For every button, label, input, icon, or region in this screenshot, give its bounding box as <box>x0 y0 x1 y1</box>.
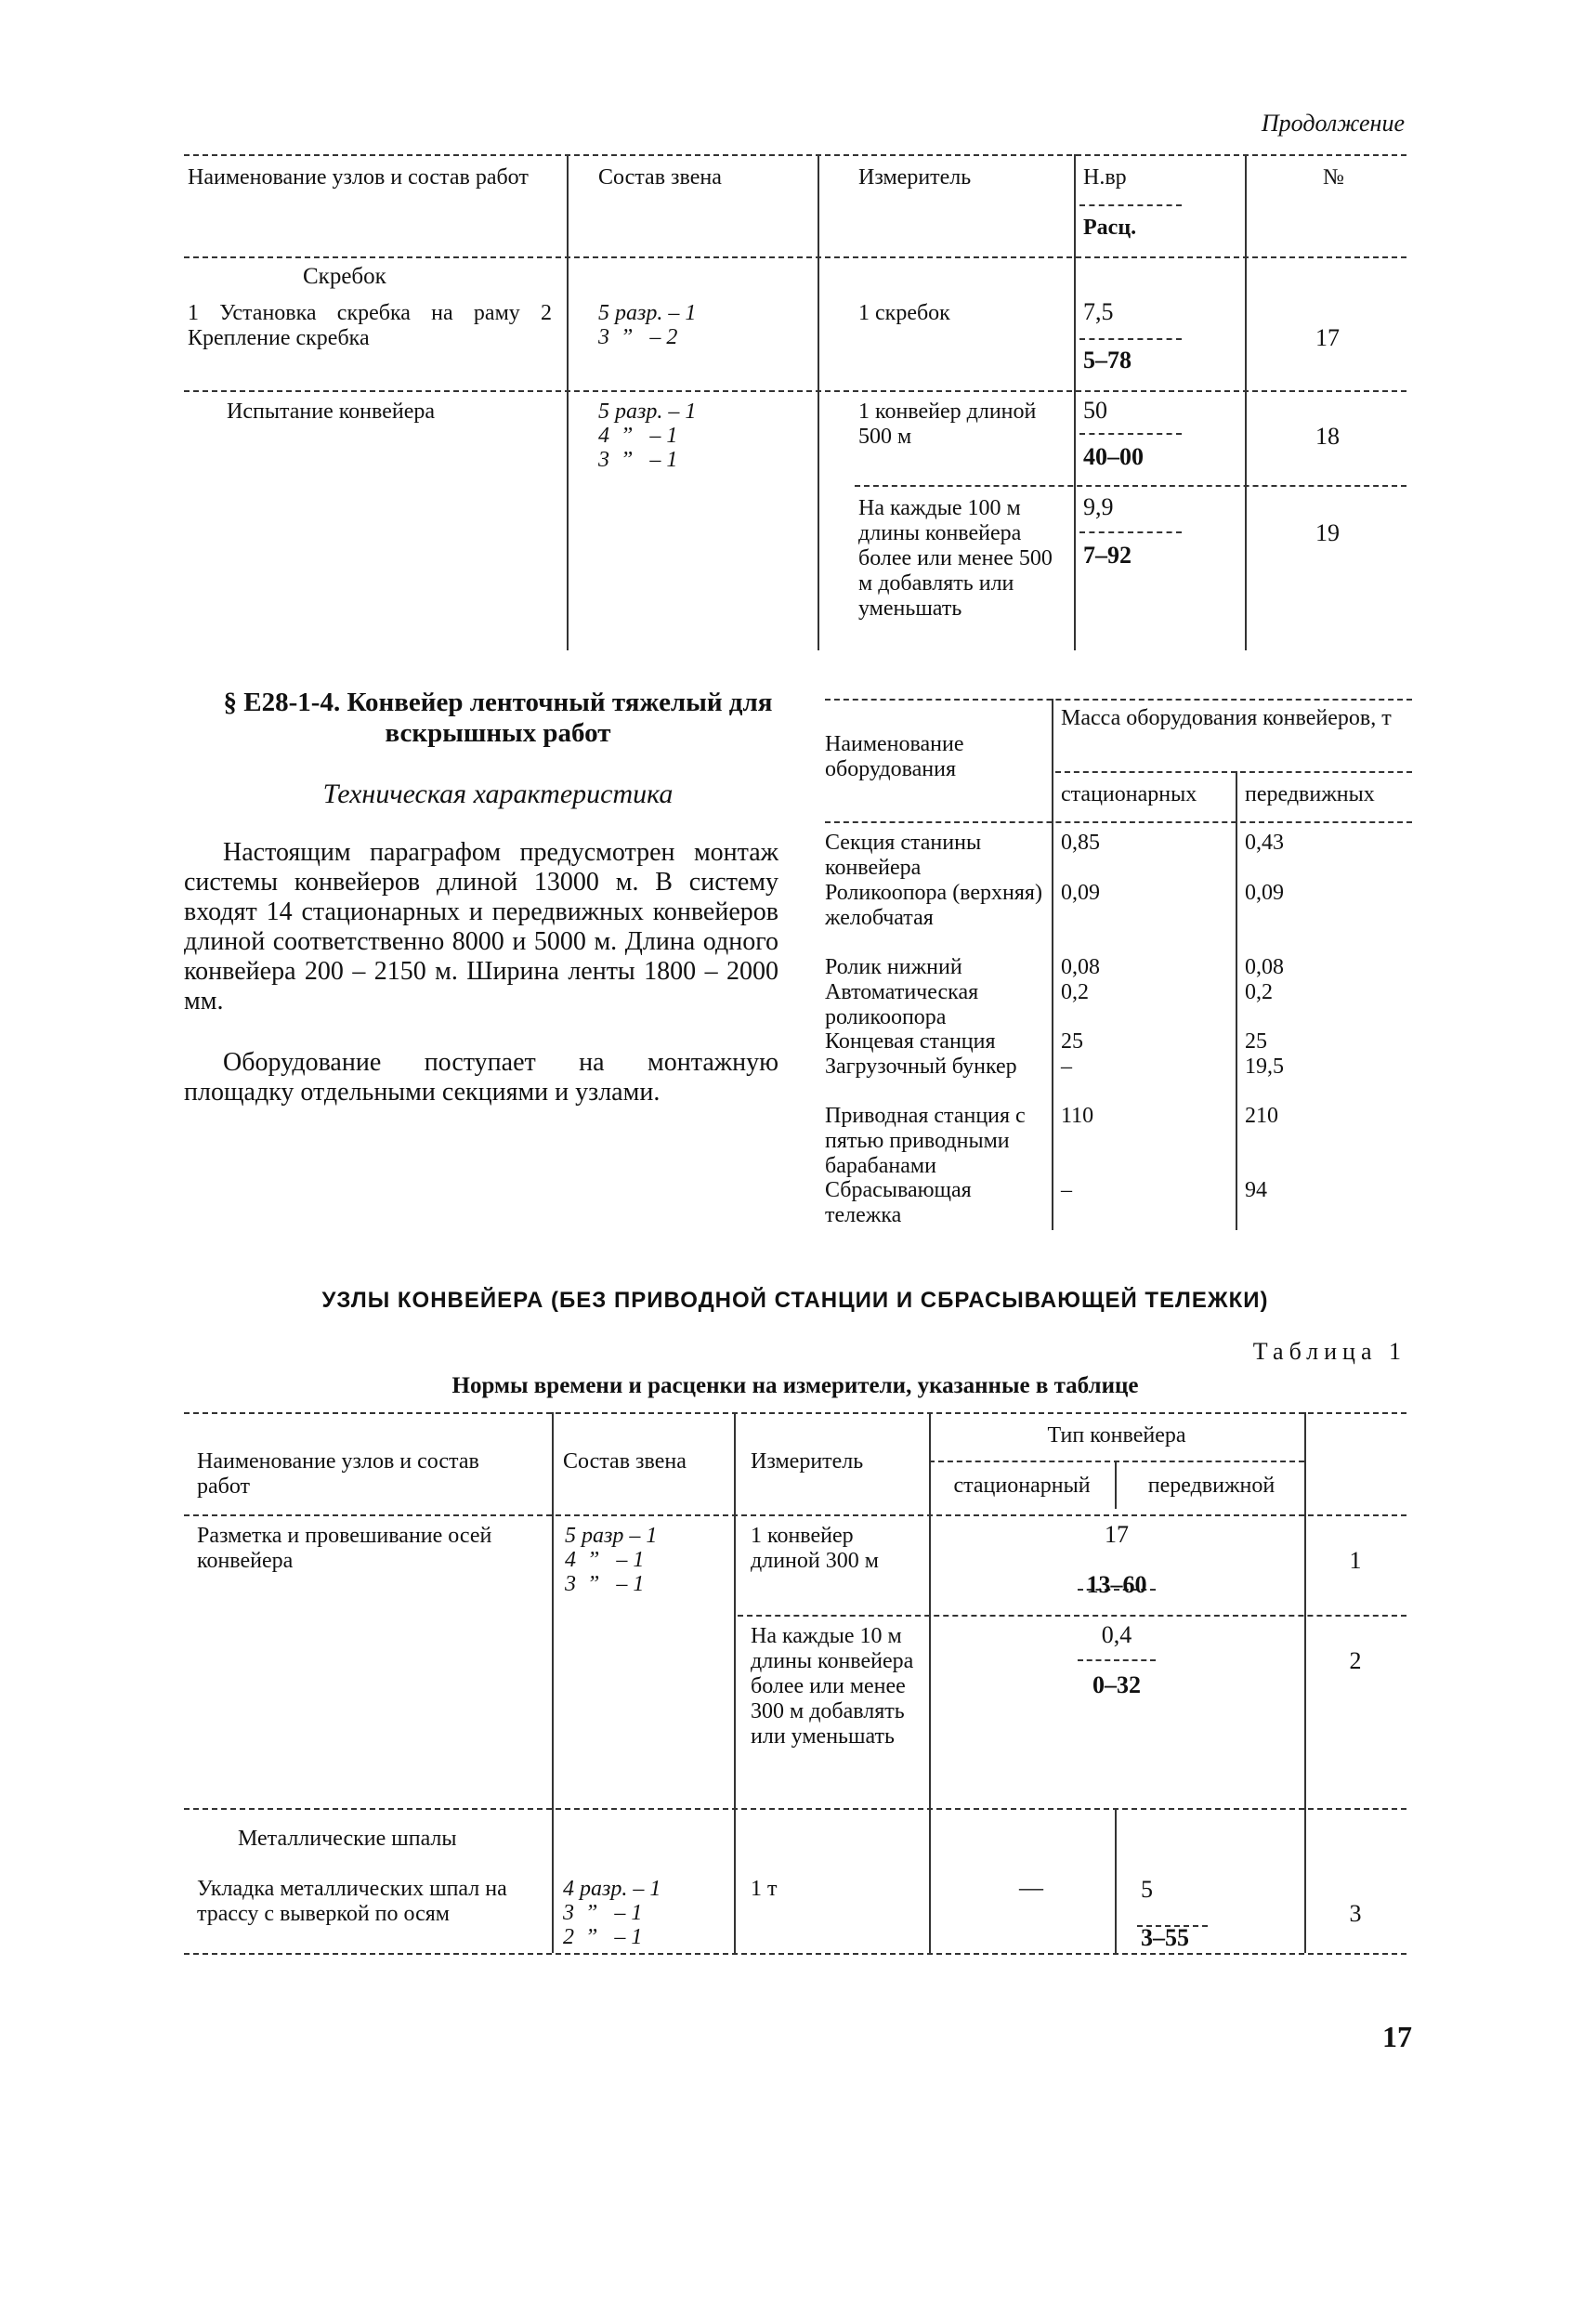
mass-row-stat: 0,08 <box>1061 955 1100 979</box>
mass-row-name: Автоматическая роликоопора <box>825 980 979 1029</box>
section-para2: Оборудование поступает на монтажную площадку отдельными секциями и узлами. <box>184 1048 778 1107</box>
row17-num: 17 <box>1315 324 1340 351</box>
t1-header-unit: Измеритель <box>751 1449 864 1474</box>
t1-header-type: Тип конвейера <box>1047 1423 1186 1448</box>
mass-row-name: Загрузочный бункер <box>825 1055 1017 1079</box>
mass-row-mob: 94 <box>1245 1178 1267 1202</box>
page-number: 17 <box>1382 2020 1412 2053</box>
t1-row1-nvr: 17 <box>1105 1521 1129 1548</box>
t1-row3-rasc: 3–55 <box>1141 1924 1189 1951</box>
mass-row-mob: 25 <box>1245 1029 1267 1054</box>
mass-row-mob: 0,09 <box>1245 881 1284 905</box>
table1-caption: Нормы времени и расценки на измерители, указанные в таблице <box>451 1373 1139 1398</box>
top-header-num: № <box>1323 165 1344 190</box>
mass-row-mob: 0,2 <box>1245 980 1273 1004</box>
mass-row-stat: – <box>1061 1178 1072 1202</box>
mass-row-mob: 19,5 <box>1245 1055 1284 1079</box>
section-para1: Настоящим параграфом предусмотрен монтаж системы конвейеров длиной 13000 м. В систему входят 14 стационарных и передвижных конвейеров длиной соответственно 8000 и 5000 м. Длина одного конвейера 200 – 2150 м. Ширина ленты 1800 – 2000 мм. <box>184 838 778 1015</box>
row18-unit: 1 конвейер длиной 500 м <box>858 400 1037 449</box>
row17-crew-2: 3 ” – 2 <box>598 325 678 349</box>
section-scraper: Скребок <box>303 264 386 289</box>
t1-row2-num: 2 <box>1349 1647 1362 1674</box>
t1-row2-nvr: 0,4 <box>1101 1621 1132 1648</box>
mass-row-name: Роликоопора (верхняя) желобчатая <box>825 881 1042 930</box>
t1-row2-rasc: 0–32 <box>1092 1671 1141 1698</box>
row18-name: Испытание конвейера <box>227 400 436 424</box>
row18-nvr: 50 <box>1083 397 1107 424</box>
t1-row1-unit: 1 конвейер длиной 300 м <box>751 1524 879 1573</box>
t1-row1-crew-3: 3 ” – 1 <box>565 1572 645 1596</box>
top-header-crew: Состав звена <box>598 165 722 190</box>
top-header-rasc: Расц. <box>1083 216 1137 240</box>
table1-label: Таблица 1 <box>1252 1338 1406 1365</box>
row19-nvr: 9,9 <box>1083 493 1114 520</box>
mass-head-stat: стационарных <box>1061 782 1197 806</box>
mass-row-mob: 0,08 <box>1245 955 1284 979</box>
row18-crew-3: 3 ” – 1 <box>598 448 678 472</box>
t1-row3-nvr: 5 <box>1141 1876 1153 1903</box>
mass-row-name: Сбрасывающая тележка <box>825 1178 972 1227</box>
t1-row3-stat: — <box>1019 1874 1043 1901</box>
row18-num: 18 <box>1315 423 1340 450</box>
mass-row-stat: 0,85 <box>1061 831 1100 855</box>
t1-row3-crew-1: 4 разр. – 1 <box>563 1877 661 1901</box>
top-header-nvr: Н.вр <box>1083 165 1127 190</box>
t1-header-mob: передвижной <box>1147 1474 1275 1498</box>
row18-crew-1: 5 разр. – 1 <box>598 400 697 424</box>
t1-row3-name: Укладка металлических шпал на трассу с выверкой по осям <box>197 1877 507 1926</box>
row18-crew-2: 4 ” – 1 <box>598 424 678 448</box>
mass-row-name: Ролик нижний <box>825 955 962 979</box>
mass-row-stat: 110 <box>1061 1104 1094 1128</box>
mass-row-stat: 0,09 <box>1061 881 1100 905</box>
row17-name: 1 Установка скребка на раму 2 Крепление скребка <box>188 301 552 350</box>
t1-row1-crew-2: 4 ” – 1 <box>565 1548 645 1572</box>
section-sleepers: Металлические шпалы <box>238 1827 457 1851</box>
t1-row3-crew-2: 3 ” – 1 <box>563 1901 643 1925</box>
row19-rasc: 7–92 <box>1083 542 1132 569</box>
mass-row-stat: 0,2 <box>1061 980 1089 1004</box>
t1-row1-crew-1: 5 разр – 1 <box>565 1524 658 1548</box>
nodes-heading: УЗЛЫ КОНВЕЙЕРА (БЕЗ ПРИВОДНОЙ СТАНЦИИ И СБРАСЫВАЮЩЕЙ ТЕЛЕЖКИ) <box>321 1288 1269 1313</box>
row17-crew-1: 5 разр. – 1 <box>598 301 697 325</box>
t1-header-stat: стационарный <box>953 1474 1091 1498</box>
row18-rasc: 40–00 <box>1083 443 1144 470</box>
mass-head-name: Наименование оборудования <box>825 732 964 781</box>
section-subtitle: Техническая характеристика <box>322 779 674 809</box>
t1-row3-unit: 1 т <box>751 1877 778 1901</box>
top-header-name: Наименование узлов и состав работ <box>188 165 529 190</box>
row17-unit: 1 скребок <box>858 301 950 325</box>
mass-row-stat: 25 <box>1061 1029 1083 1054</box>
continuation-label: Продолжение <box>1261 110 1405 137</box>
mass-row-mob: 210 <box>1245 1104 1278 1128</box>
row19-num: 19 <box>1315 519 1340 546</box>
row19-unit: На каждые 100 м длины конвейера более или менее 500 м добавлять или уменьшать <box>858 496 1053 621</box>
mass-head-mass: Масса оборудования конвейеров, т <box>1061 706 1392 730</box>
t1-header-name: Наименование узлов и состав работ <box>197 1449 479 1499</box>
mass-row-stat: – <box>1061 1055 1072 1079</box>
mass-row-name: Концевая станция <box>825 1029 996 1054</box>
mass-row-mob: 0,43 <box>1245 831 1284 855</box>
t1-row1-num: 1 <box>1349 1547 1362 1574</box>
section-title: § Е28-1-4. Конвейер ленточный тяжелый для вскрышных работ <box>223 688 773 748</box>
mass-row-name: Приводная станция с пятью приводными барабанами <box>825 1104 1026 1178</box>
t1-row2-unit: На каждые 10 м длины конвейера более или менее 300 м добавлять или уменьшать <box>751 1624 914 1749</box>
t1-header-crew: Состав звена <box>563 1449 687 1474</box>
top-header-unit: Измеритель <box>858 165 972 190</box>
row17-rasc: 5–78 <box>1083 347 1132 373</box>
mass-row-name: Секция станины конвейера <box>825 831 982 880</box>
t1-row1-rasc: 13–60 <box>1086 1571 1147 1598</box>
mass-head-mob: передвижных <box>1245 782 1375 806</box>
row17-nvr: 7,5 <box>1083 298 1114 325</box>
t1-row1-name: Разметка и провешивание осей конвейера <box>197 1524 492 1573</box>
t1-row3-num: 3 <box>1349 1900 1362 1927</box>
t1-row3-crew-3: 2 ” – 1 <box>563 1925 643 1949</box>
